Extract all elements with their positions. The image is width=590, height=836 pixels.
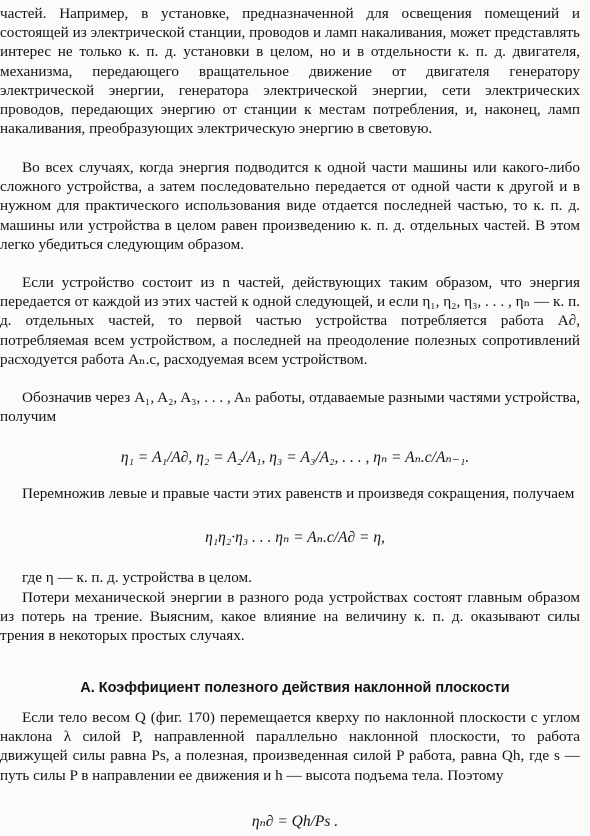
paragraph-5 (0, 484, 580, 503)
paragraph-1 (0, 4, 580, 138)
formula-text: ηₙ∂ = Qh/Ps . (251, 813, 339, 830)
paragraph-text: Во всех случаях, когда энергия подводится к одной части машины или какого-либо сложного устройства, а затем последовательно передается от одной части к другой и в нужном для практического использования виде отдается последней частью, то к. п. д. машины или устройства в целом равен произведению к. п. д. отдельных частей. В этом легко убедиться следующим образом. (0, 159, 580, 253)
formula-text: η₁η₂·η₃ . . . ηₙ = Aₙ.c/A∂ = η, (205, 529, 385, 546)
paragraph-6 (0, 568, 580, 587)
heading-text: А. Коэффициент полезного действия наклонной плоскости (80, 680, 510, 696)
paragraph-text: Если устройство состоит из n частей, действующих таким образом, что энергия передается от каждой из этих частей к одной следующей, и если η₁, η₂, η₃, . . . , ηₙ — к. п. д. отдельных частей, то первой частью устройства потребляется работа A∂, потребляемая всем устройством, а последней на преодоление полезных сопротивлений расходуется работа Aₙ.c, расходуемая всем устройством. (0, 274, 580, 368)
formula-efficiencies (0, 448, 590, 467)
paragraph-3 (0, 273, 580, 369)
paragraph-7 (0, 588, 580, 646)
paragraph-text: Потери механической энергии в разного рода устройствах состоят главным образом из потерь на трение. Выясним, какое влияние на величину к. п. д. оказывают силы трения в некоторых простых случаях. (0, 589, 580, 645)
paragraph-8 (0, 708, 580, 785)
paragraph-2 (0, 158, 580, 254)
formula-text: η₁ = A₁/A∂, η₂ = A₂/A₁, η₃ = A₃/A₂, . . . , ηₙ = Aₙ.c/Aₙ₋₁. (120, 449, 470, 466)
paragraph-text: где η — к. п. д. устройства в целом. (22, 569, 252, 586)
formula-product (0, 528, 590, 547)
paragraph-text: Перемножив левые и правые части этих равенств и произведя сокращения, получаем (22, 485, 575, 502)
paragraph-4 (0, 388, 580, 426)
paragraph-text: Обозначив через A₁, A₂, A₃, . . . , Aₙ работы, отдаваемые разными частями устройства, получим (0, 389, 580, 426)
section-heading (0, 680, 590, 696)
paragraph-text: Если тело весом Q (фиг. 170) перемещается кверху по наклонной плоскости с углом наклона λ силой P, направленной параллельно наклонной плоскости, то работа движущей силы равна Ps, а полезная, произведенная силой P работа, равна Qh, где s — путь силы P в направлении ее движения и h — высота подъема тела. Поэтому (0, 709, 580, 784)
paragraph-text: частей. Например, в установке, предназначенной для освещения помещений и состоящей из электрической станции, проводов и ламп накаливания, может представлять интерес не только к. п. д. установки в целом, но и в отдельности к. п. д. двигателя, механизма, передающего вращательное движение от двигателя генератору электрической энергии, генератора электрической энергии, сети электрических проводов, передающих энергию от станции к местам потребления, и, наконец, ламп накаливания, преобразующих электрическую энергию в световую. (0, 5, 580, 138)
formula-incline (0, 812, 590, 831)
